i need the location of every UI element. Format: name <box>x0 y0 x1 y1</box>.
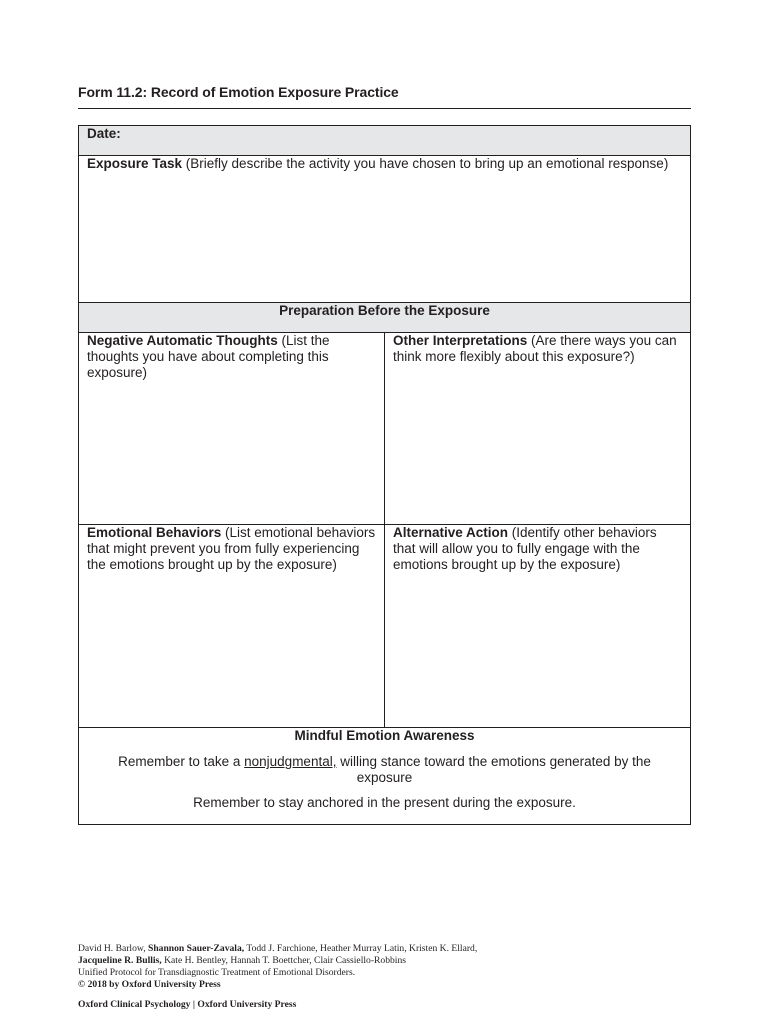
mindful-reminder-1-underlined: nonjudgmental, <box>244 754 337 769</box>
preparation-header <box>79 303 691 333</box>
alternative-action-label: Alternative Action <box>393 525 509 540</box>
citation-authors-line1 <box>78 943 477 955</box>
mindful-awareness-section <box>79 728 691 825</box>
negative-thoughts-field[interactable] <box>79 333 385 525</box>
emotional-behaviors-hint: (List emotional behaviors that might prevent you from fully experiencing the emotions brought up by the exposure) <box>87 525 376 572</box>
emotional-behaviors-label: Emotional Behaviors <box>87 525 222 540</box>
negative-thoughts-hint: (List the thoughts you have about completing this exposure) <box>87 333 330 380</box>
preparation-header-text: Preparation Before the Exposure <box>279 303 490 318</box>
author-text: Todd J. Farchione, Heather Murray Latin, Kristen K. Ellard, <box>244 943 478 954</box>
copyright-line <box>78 979 477 991</box>
exposure-task-field[interactable] <box>79 156 691 303</box>
mindful-reminder-2: Remember to stay anchored in the present during the exposure. <box>193 795 576 810</box>
exposure-task-label: Exposure Task <box>87 156 183 171</box>
form-title-text: Record of Emotion Exposure Practice <box>150 84 399 100</box>
citation-footer <box>78 943 477 1011</box>
mindful-reminder-1 <box>87 754 682 786</box>
date-label: Date: <box>87 126 121 141</box>
author-bold: Shannon Sauer-Zavala, <box>148 943 245 954</box>
negative-thoughts-label: Negative Automatic Thoughts <box>87 333 278 348</box>
other-interpretations-hint: (Are there ways you can think more flexibly about this exposure?) <box>393 333 677 364</box>
form-title <box>78 84 399 100</box>
publisher-line <box>78 999 477 1011</box>
exposure-record-form <box>78 125 691 825</box>
title-divider <box>78 108 691 109</box>
alternative-action-field[interactable] <box>385 525 691 728</box>
publisher-text: Oxford Clinical Psychology | Oxford University Press <box>78 999 297 1010</box>
exposure-task-hint: (Briefly describe the activity you have chosen to bring up an emotional response) <box>182 156 669 171</box>
author-text: Kate H. Bentley, Hannah T. Boettcher, Clair Cassiello-Robbins <box>161 955 406 966</box>
author-bold: Jacqueline R. Bullis, <box>78 955 162 966</box>
citation-authors-line2 <box>78 955 477 967</box>
other-interpretations-label: Other Interpretations <box>393 333 528 348</box>
mindful-header: Mindful Emotion Awareness <box>294 728 475 743</box>
form-number: Form 11.2: <box>78 84 148 100</box>
copyright-text: © 2018 by Oxford University Press <box>78 979 221 990</box>
author-text: David H. Barlow, <box>78 943 148 954</box>
other-interpretations-field[interactable] <box>385 333 691 525</box>
mindful-reminder-1-pre: Remember to take a <box>118 754 245 769</box>
mindful-reminder-1-post: willing stance toward the emotions generated by the exposure <box>336 754 651 785</box>
alternative-action-hint: (Identify other behaviors that will allow you to fully engage with the emotions brought up by the exposure) <box>393 525 657 572</box>
citation-book-title: Unified Protocol for Transdiagnostic Treatment of Emotional Disorders. <box>78 967 356 978</box>
date-field[interactable] <box>79 126 691 156</box>
emotional-behaviors-field[interactable] <box>79 525 385 728</box>
